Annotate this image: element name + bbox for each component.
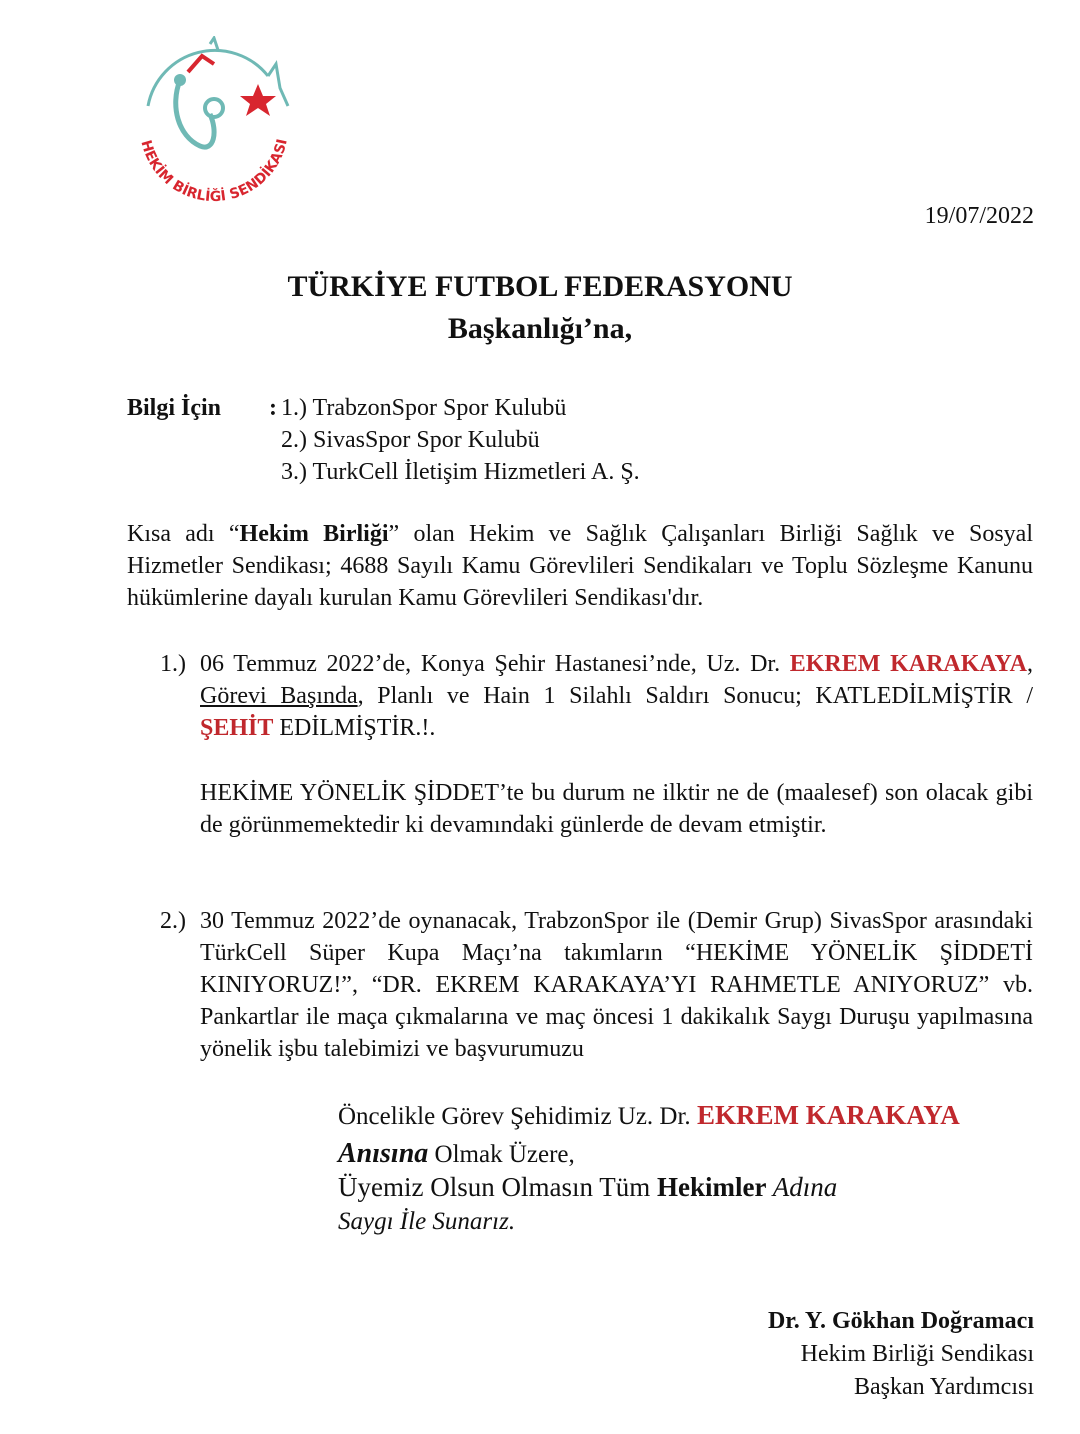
- closing-line-2: Anısına Olmak Üzere,: [338, 1138, 575, 1169]
- logo-emblem: [118, 36, 308, 206]
- cc-item: 2.) SivasSpor Spor Kulubü: [281, 427, 540, 453]
- intro-paragraph: Kısa adı “Hekim Birliği” olan Hekim ve Sağlık Çalışanları Birliği Sağlık ve Sosyal Hizmetler Sendikası; 4688 Sayılı Kamu Görevlileri Sendikaları ve Toplu Sözleşme Kanunu hükümlerine dayalı kurulan Kamu Görevlileri Sendikası'dır.: [127, 521, 1033, 611]
- cc-block: [127, 392, 640, 488]
- svg-text:HEKİM BİRLİĞİ SENDİKASI: HEKİM BİRLİĞİ SENDİKASI: [137, 137, 291, 206]
- document-date: 19/07/2022: [924, 203, 1034, 229]
- list-item-2: 2.) 30 Temmuz 2022’de oynanacak, TrabzonSpor ile (Demir Grup) SivasSpor arasındaki TürkCell Süper Kupa Maçı’na takımların “HEKİME YÖNELİK ŞİDDETİ KINIYORUZ!”, “DR. EKREM KARAKAYA’YI RAHMETLE ANIYORUZ” vb. Pankartlar ile maça çıkmalarına ve maç öncesi 1 dakikalık Saygı Duruşu yapılmasına yönelik işbu talebimizi ve başvurumuzu: [160, 905, 1033, 1065]
- recipient-subtitle: Başkanlığı’na,: [447, 312, 633, 345]
- item-number: 2.): [160, 908, 186, 934]
- union-short-name: Hekim Birliği: [239, 521, 389, 547]
- victim-name-closing: EKREM KARAKAYA: [696, 1100, 960, 1130]
- victim-name: EKREM KARAKAYA: [789, 651, 1027, 677]
- sehit-word: ŞEHİT: [200, 715, 274, 741]
- signatory-role: Başkan Yardımcısı: [854, 1374, 1034, 1400]
- closing-line-3: Üyemiz Olsun Olmasın Tüm Hekimler Adına: [338, 1172, 838, 1202]
- cc-colon: :: [269, 395, 277, 421]
- underlined-phrase: Görevi Başında: [200, 683, 358, 709]
- cc-label: Bilgi İçin: [127, 395, 222, 421]
- item-number: 1.): [160, 651, 186, 677]
- recipient-title: TÜRKİYE FUTBOL FEDERASYONU: [287, 270, 793, 303]
- list-item-1: 1.) 06 Temmuz 2022’de, Konya Şehir Hastanesi’nde, Uz. Dr. EKREM KARAKAYA, Görevi Başında, Planlı ve Hain 1 Silahlı Saldırı Sonucu; KATLEDİLMİŞTİR / ŞEHİT EDİLMİŞTİR.!.: [160, 648, 1033, 744]
- signatory-name: Dr. Y. Gökhan Doğramacı: [767, 1308, 1034, 1334]
- signatory-org: Hekim Birliği Sendikası: [800, 1341, 1034, 1367]
- cc-item: 1.) TrabzonSpor Spor Kulubü: [281, 395, 567, 421]
- cc-item: 3.) TurkCell İletişim Hizmetleri A. Ş.: [281, 459, 640, 485]
- list-item-1-paragraph: HEKİME YÖNELİK ŞİDDET’te bu durum ne ilktir ne de (maalesef) son olacak gibi de görünmemektedir ki devamındaki günlerde de devam etmiştir.: [200, 780, 1033, 838]
- closing-line-1: Öncelikle Görev Şehidimiz Uz. Dr. EKREM KARAKAYA: [338, 1100, 960, 1130]
- union-logo: [118, 36, 308, 206]
- closing-line-4: Saygı İle Sunarız.: [338, 1208, 516, 1235]
